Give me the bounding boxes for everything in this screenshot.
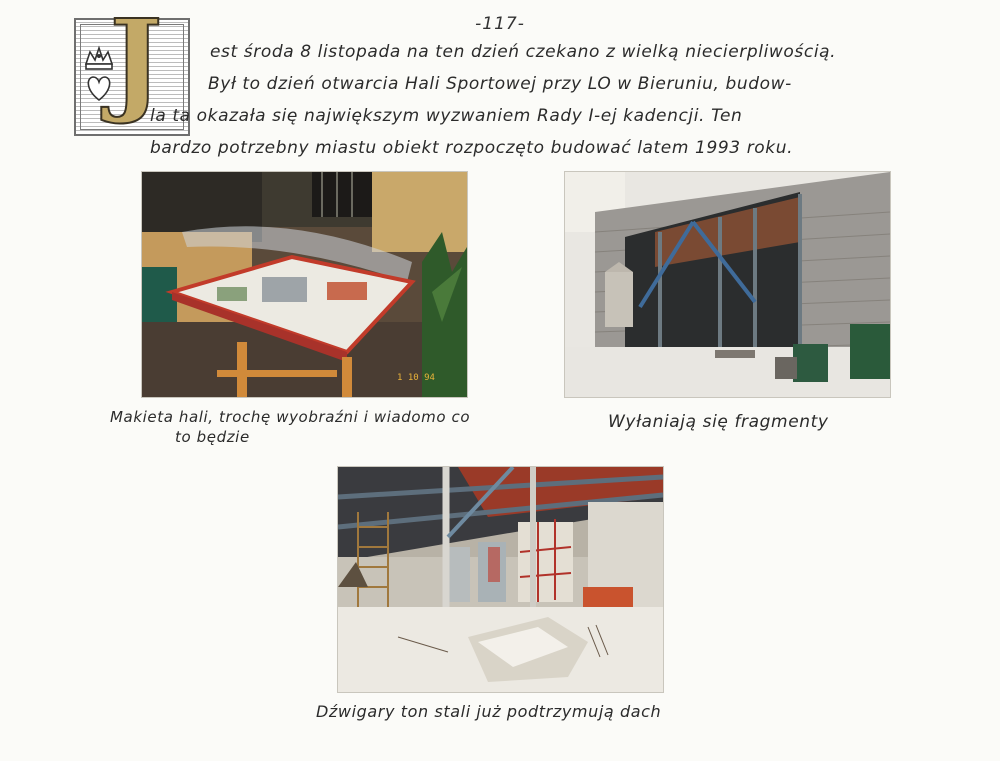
initial-letter: J — [109, 0, 163, 127]
photo-hall-model — [142, 172, 467, 397]
photo-3-caption: Dźwigary ton stali już podtrzymują dach — [316, 702, 662, 721]
intro-line-2: Był to dzień otwarcia Hali Sportowej przy LO w Bieruniu, budow- — [208, 74, 792, 94]
photo-1-caption-cont: to będzie — [175, 428, 250, 446]
photo-walls-emerging — [565, 172, 890, 397]
intro-line-4: bardzo potrzebny miastu obiekt rozpoczęto budować latem 1993 roku. — [150, 138, 794, 158]
photo-date-stamp: 1 10 94 — [397, 373, 435, 383]
intro-line-3: la ta okazała się największym wyzwaniem Rady I-ej kadencji. Ten — [150, 106, 743, 126]
page-number: -117- — [475, 14, 525, 34]
photo-1-caption: Makieta hali, trochę wyobraźni i wiadomo co — [110, 408, 471, 426]
intro-line-1: est środa 8 listopada na ten dzień czekano z wielką niecierpliwością. — [210, 42, 837, 62]
photo-steel-girders — [338, 467, 663, 692]
photo-2-caption: Wyłaniają się fragmenty — [608, 412, 829, 432]
